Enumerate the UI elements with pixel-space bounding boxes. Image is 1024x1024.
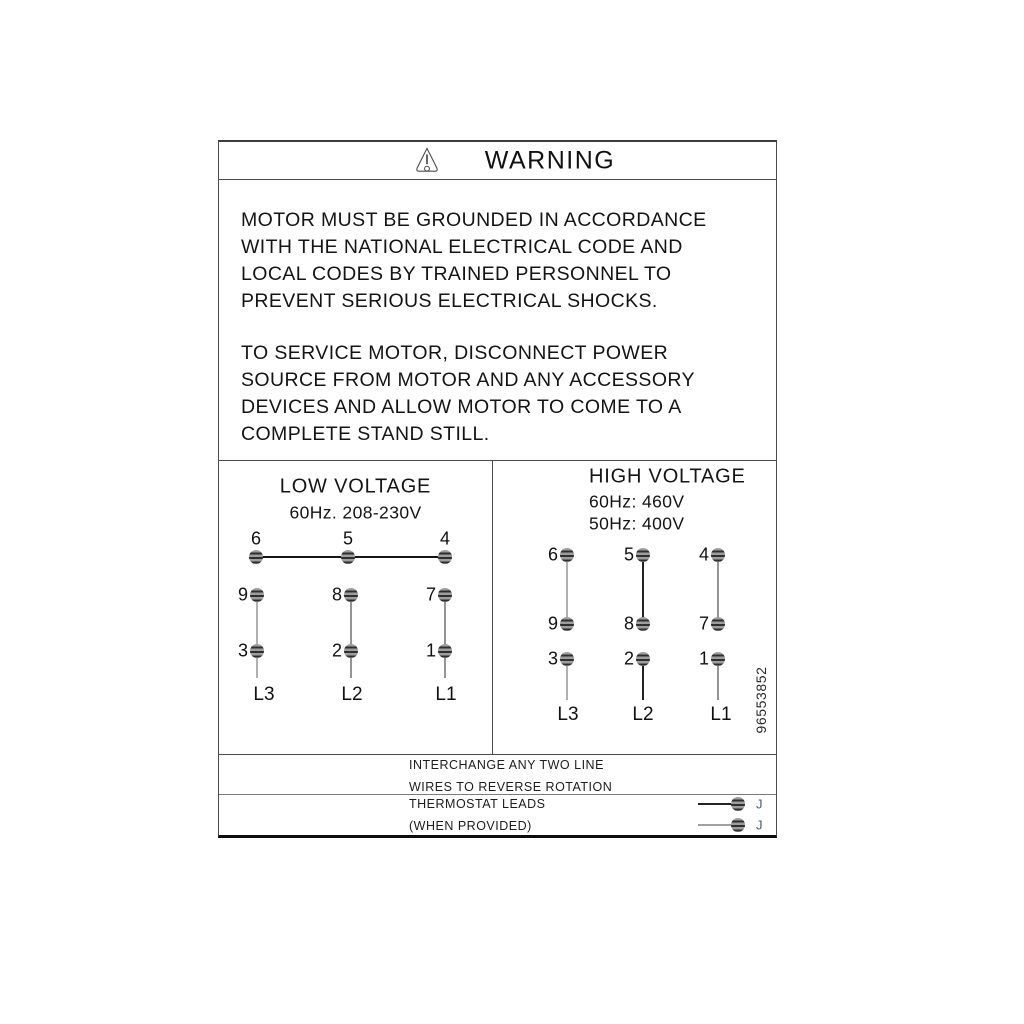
terminal-label-3: 3 xyxy=(547,648,559,669)
terminal-dot-3 xyxy=(560,652,574,666)
wire-8-2-L2 xyxy=(350,595,352,678)
high-voltage-subtitle-50hz: 50Hz: 400V xyxy=(589,513,685,534)
terminal-dot-6 xyxy=(249,550,263,564)
thermostat-lead-label-2: J xyxy=(756,817,763,833)
warning-title: WARNING xyxy=(484,146,616,175)
warning-header xyxy=(219,142,776,180)
rotation-note-line-1: INTERCHANGE ANY TWO LINE xyxy=(409,758,604,772)
warning-line: LOCAL CODES BY TRAINED PERSONNEL TO xyxy=(241,263,672,285)
terminal-dot-5 xyxy=(341,550,355,564)
wire-9-3-L3 xyxy=(256,595,258,678)
terminal-dot-7 xyxy=(711,617,725,631)
thermostat-lead-terminal-1 xyxy=(731,797,745,811)
terminal-label-3: 3 xyxy=(237,640,249,661)
rotation-note-section xyxy=(219,755,776,795)
terminal-dot-9 xyxy=(250,588,264,602)
terminal-dot-2 xyxy=(344,644,358,658)
warning-label-panel xyxy=(218,140,777,838)
terminal-dot-7 xyxy=(438,588,452,602)
terminal-dot-5 xyxy=(636,548,650,562)
high-voltage-title: HIGH VOLTAGE xyxy=(589,465,746,488)
wire-7-1-L1 xyxy=(444,595,446,678)
low-voltage-title: LOW VOLTAGE xyxy=(279,475,432,498)
terminal-label-9: 9 xyxy=(547,613,559,634)
terminal-label-6: 6 xyxy=(250,528,262,549)
terminal-label-5: 5 xyxy=(342,528,354,549)
part-number: 96553852 xyxy=(753,666,769,734)
terminal-label-6: 6 xyxy=(547,544,559,565)
warning-text-section xyxy=(219,180,776,461)
thermostat-leads-section xyxy=(219,795,776,835)
wiring-diagrams-section xyxy=(219,461,776,755)
line-label-L2: L2 xyxy=(632,704,654,725)
terminal-label-4: 4 xyxy=(698,544,710,565)
terminal-label-4: 4 xyxy=(439,528,451,549)
thermostat-lead-terminal-2 xyxy=(731,818,745,832)
warning-line: SOURCE FROM MOTOR AND ANY ACCESSORY xyxy=(241,369,695,391)
terminal-label-5: 5 xyxy=(623,544,635,565)
wire-5-8 xyxy=(642,555,644,624)
terminal-label-7: 7 xyxy=(425,584,437,605)
line-label-L3: L3 xyxy=(253,684,275,705)
thermostat-lead-wire-2 xyxy=(698,824,734,826)
terminal-dot-4 xyxy=(438,550,452,564)
warning-line: PREVENT SERIOUS ELECTRICAL SHOCKS. xyxy=(241,290,658,312)
line-label-L1: L1 xyxy=(435,684,457,705)
high-voltage-diagram xyxy=(493,461,777,754)
warning-paragraph-2 xyxy=(241,340,695,448)
terminal-dot-8 xyxy=(344,588,358,602)
warning-line: TO SERVICE MOTOR, DISCONNECT POWER xyxy=(241,342,669,364)
terminal-dot-8 xyxy=(636,617,650,631)
high-voltage-subtitle-60hz: 60Hz: 460V xyxy=(589,491,685,512)
terminal-dot-9 xyxy=(560,617,574,631)
warning-paragraph-1 xyxy=(241,207,706,315)
warning-triangle-icon xyxy=(414,146,440,174)
wire-4-7 xyxy=(717,555,719,624)
terminal-label-9: 9 xyxy=(237,584,249,605)
wire-6-9 xyxy=(566,555,568,624)
terminal-dot-6 xyxy=(560,548,574,562)
terminal-label-1: 1 xyxy=(425,640,437,661)
terminal-dot-1 xyxy=(711,652,725,666)
thermostat-leads-label: THERMOSTAT LEADS xyxy=(409,797,546,811)
terminal-label-2: 2 xyxy=(331,640,343,661)
low-voltage-diagram xyxy=(219,461,493,754)
terminal-dot-2 xyxy=(636,652,650,666)
warning-line: MOTOR MUST BE GROUNDED IN ACCORDANCE xyxy=(241,209,707,231)
thermostat-lead-wire-1 xyxy=(698,803,734,805)
terminal-label-7: 7 xyxy=(698,613,710,634)
line-label-L1: L1 xyxy=(710,704,732,725)
low-voltage-subtitle: 60Hz. 208-230V xyxy=(289,502,422,523)
rotation-note-line-2: WIRES TO REVERSE ROTATION xyxy=(409,780,613,794)
terminal-label-2: 2 xyxy=(623,648,635,669)
warning-line: COMPLETE STAND STILL. xyxy=(241,423,490,445)
line-label-L2: L2 xyxy=(341,684,363,705)
warning-line: DEVICES AND ALLOW MOTOR TO COME TO A xyxy=(241,396,682,418)
thermostat-lead-label-1: J xyxy=(756,796,763,812)
warning-line: WITH THE NATIONAL ELECTRICAL CODE AND xyxy=(241,236,683,258)
terminal-label-8: 8 xyxy=(331,584,343,605)
terminal-dot-4 xyxy=(711,548,725,562)
terminal-label-1: 1 xyxy=(698,648,710,669)
terminal-dot-1 xyxy=(438,644,452,658)
terminal-dot-3 xyxy=(250,644,264,658)
when-provided-label: (WHEN PROVIDED) xyxy=(409,819,532,833)
terminal-label-8: 8 xyxy=(623,613,635,634)
line-label-L3: L3 xyxy=(557,704,579,725)
